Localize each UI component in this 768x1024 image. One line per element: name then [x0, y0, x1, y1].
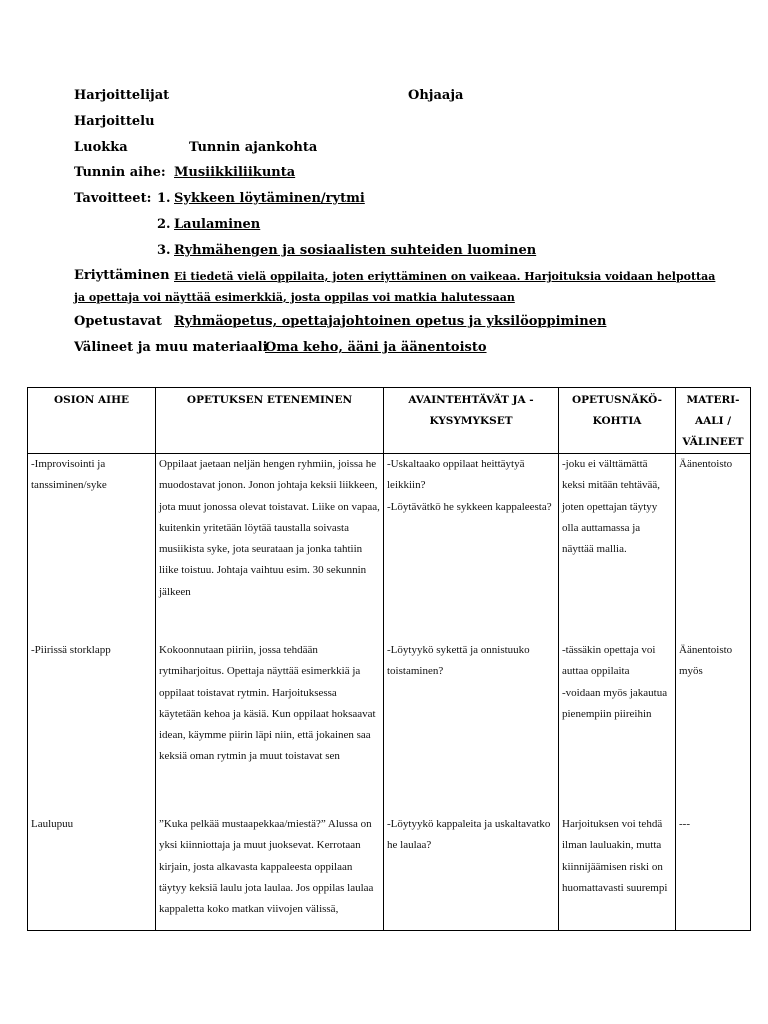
value-tunnin-aihe: Musiikkiliikunta	[174, 165, 296, 180]
label-tunnin-ajankohta: Tunnin ajankohta	[189, 140, 318, 155]
lesson-plan-table	[27, 387, 751, 931]
cell-osion-aihe: -Improvisointi ja tanssiminen/syke	[28, 454, 156, 641]
column-header: OPETUSNÄKÖ-KOHTIA	[559, 388, 676, 454]
cell-materiaali: Äänentoisto myös	[676, 640, 751, 814]
goal-text: Sykkeen löytäminen/rytmi	[174, 191, 365, 206]
cell-nakokohtia: -joku ei välttämättä keksi mitään tehtävää, joten opettajan täytyy olla auttamassa ja näyttää mallia.	[559, 454, 676, 641]
table-header-row	[28, 388, 751, 454]
label-luokka: Luokka	[74, 140, 128, 155]
label-opetustavat: Opetustavat	[74, 314, 162, 329]
label-tavoitteet: Tavoitteet:	[74, 191, 152, 206]
column-header: AVAINTEHTÄVÄT JA -KYSYMYKSET	[384, 388, 559, 454]
label-harjoittelijat: Harjoittelijat	[74, 88, 170, 103]
column-header: OPETUKSEN ETENEMINEN	[156, 388, 384, 454]
table-row	[28, 814, 751, 931]
label-valineet: Välineet ja muu materiaali	[74, 340, 268, 355]
goal-number: 3.	[157, 243, 171, 258]
value-eriyttaminen-line2: ja opettaja voi näyttää esimerkkiä, josta oppilas voi matkia halutessaan	[74, 291, 515, 304]
table-row	[28, 640, 751, 814]
label-tunnin-aihe: Tunnin aihe:	[74, 165, 166, 180]
cell-text: ---	[679, 818, 690, 830]
cell-text: Laulupuu	[31, 818, 74, 830]
table-row	[28, 454, 751, 641]
cell-eteneminen: Kokoonnutaan piiriin, jossa tehdään rytmiharjoitus. Opettaja näyttää esimerkkiä ja oppilaat toistavat rytmin. Harjoituksessa käytetään kehoa ja käsiä. Kun oppilaat hoksaavat idean, käymme piirin läpi niin, että jokainen saa keksiä oman rytmin ja muut toistavat sen	[156, 640, 384, 814]
cell-text: ”Kuka pelkää mustaapekkaa/miestä?” Alussa on yksi kiinniottaja ja muut juoksevat. Kerrotaan kirjain, josta alkavasta kappaleesta oppilaan täytyy keksiä laulu jota laulaa. Jos oppilas laulaa kappaletta koko matkan viivojen välissä,	[159, 818, 374, 916]
cell-text: Harjoituksen voi tehdä ilman lauluakin, mutta kiinnijäämisen riski on huomattavasti suurempi	[562, 818, 668, 894]
column-header: MATERI-AALI / VÄLINEET	[676, 388, 751, 454]
cell-nakokohtia	[559, 814, 676, 931]
value-opetustavat: Ryhmäopetus, opettajajohtoinen opetus ja yksilöoppiminen	[174, 314, 607, 329]
cell-nakokohtia: -tässäkin opettaja voi auttaa oppilaita -voidaan myös jakautua pienempiin piireihin	[559, 640, 676, 814]
cell-kysymykset: -Uskaltaako oppilaat heittäytyä leikkiin? -Löytävätkö he sykkeen kappaleesta?	[384, 454, 559, 641]
cell-eteneminen: Oppilaat jaetaan neljän hengen ryhmiin, joissa he muodostavat jonon. Jonon johtaja keksii liikkeen, jota muut jonossa olevat toistavat. Liike on vapaa, kuitenkin yritetään löytää taustalla soivasta musiikista syke, jota seurataan ja jonka tahtiin liike toistuu. Johtaja vaihtuu esim. 30 sekunnin jälkeen	[156, 454, 384, 641]
cell-osion-aihe	[28, 814, 156, 931]
cell-kysymykset	[384, 814, 559, 931]
cell-kysymykset: -Löytyykö sykettä ja onnistuuko toistaminen?	[384, 640, 559, 814]
cell-osion-aihe: -Piirissä storklapp	[28, 640, 156, 814]
label-ohjaaja: Ohjaaja	[408, 88, 464, 103]
cell-text: -Löytyykö kappaleita ja uskaltavatko he laulaa?	[387, 818, 551, 852]
label-eriyttaminen: Eriyttäminen	[74, 268, 170, 283]
cell-materiaali	[676, 814, 751, 931]
cell-eteneminen	[156, 814, 384, 931]
goal-text: Ryhmähengen ja sosiaalisten suhteiden luominen	[174, 243, 537, 258]
goal-number: 2.	[157, 217, 171, 232]
goal-number: 1.	[157, 191, 171, 206]
value-valineet: Oma keho, ääni ja äänentoisto	[265, 340, 487, 355]
value-eriyttaminen-line1: Ei tiedetä vielä oppilaita, joten eriyttäminen on vaikeaa. Harjoituksia voidaan helpottaa	[174, 270, 716, 283]
goal-text: Laulaminen	[174, 217, 261, 232]
column-header: OSION AIHE	[28, 388, 156, 454]
label-harjoittelu: Harjoittelu	[74, 114, 155, 129]
cell-materiaali: Äänentoisto	[676, 454, 751, 641]
